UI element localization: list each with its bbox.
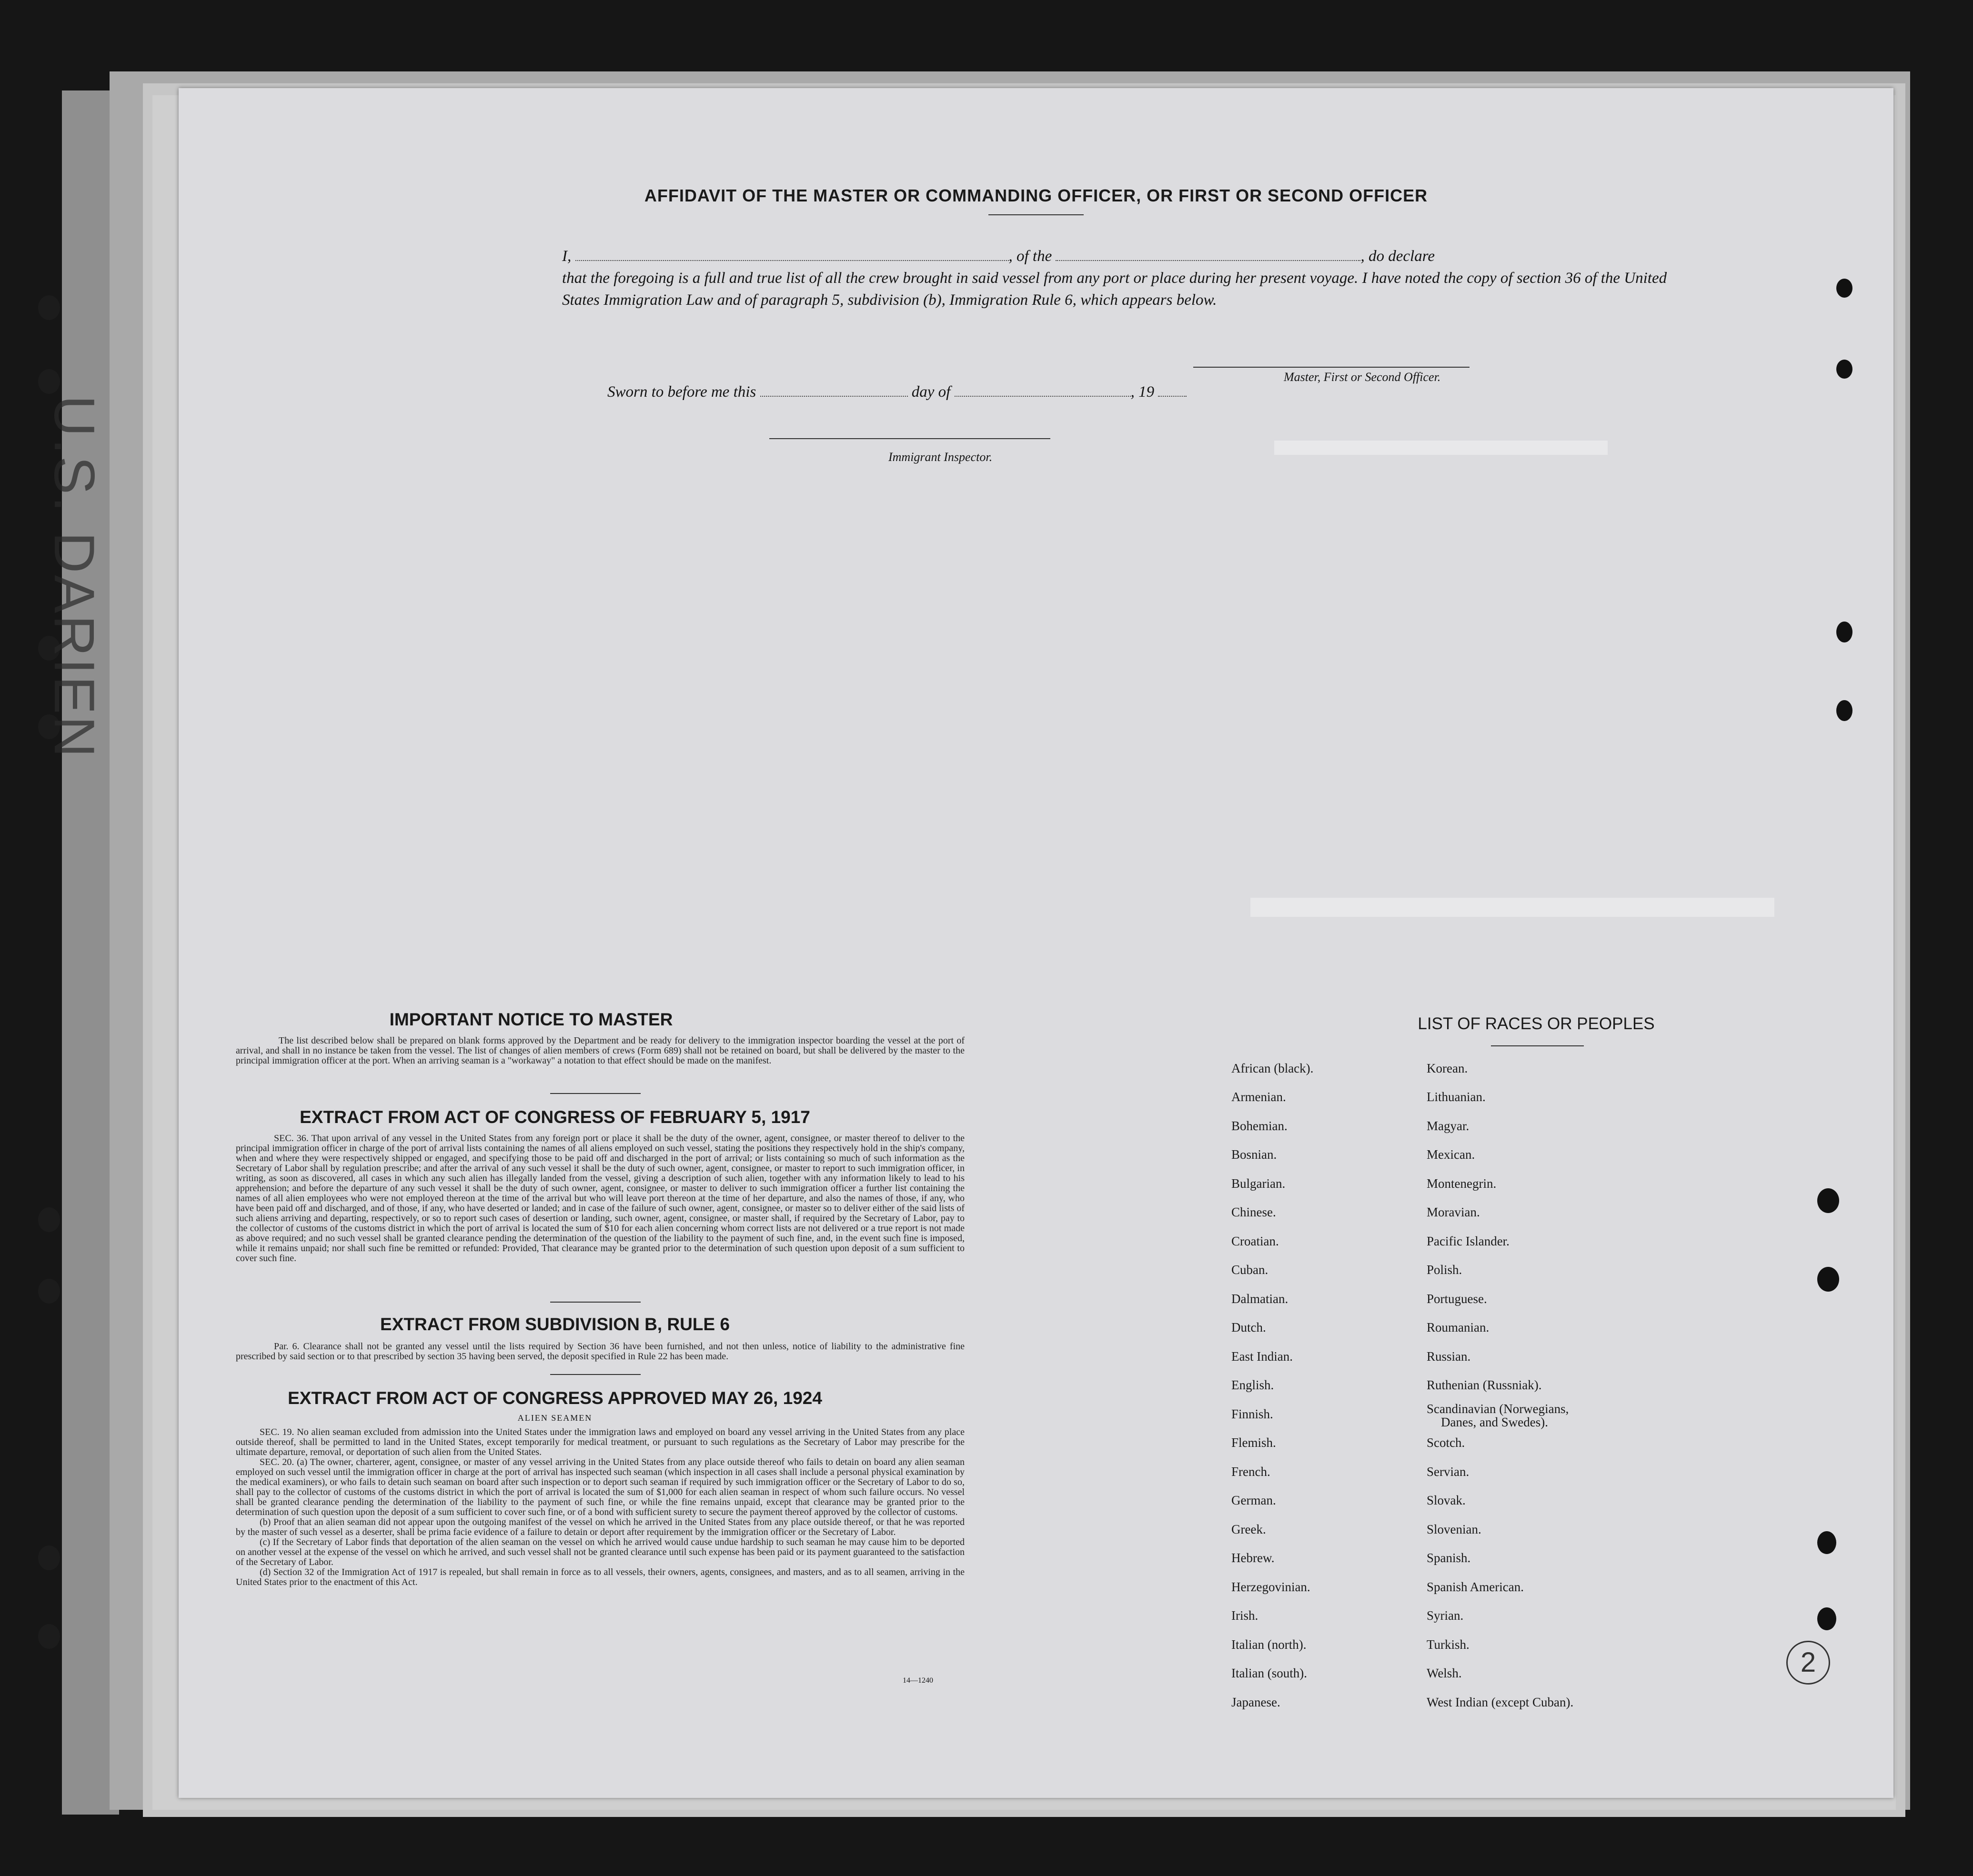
important-notice-text: The list described below shall be prepared on blank forms approved by the Department and be ready for delivery to the immigration inspector boarding the vessel at the port of arrival, and shall in no instance be taken from the vessel. The list of changes of alien members of crews (Form 689) shall not be retained on board, but shall be delivered by the master to the principal immigration officer at the port. When an arriving seaman is a "workaway" a notation to that effect should be made on the manifest. xyxy=(236,1035,965,1066)
punch-hole xyxy=(38,1624,60,1649)
section-rule xyxy=(550,1374,641,1375)
race-item: Croatian. xyxy=(1231,1234,1279,1248)
declaration-body: that the foregoing is a full and true list of all the crew brought in said vessel from any port or place during her present voyage. I have noted the copy of section 36 of the United States Immigration Law and of paragraph 5, subdivision (b), Immigration Rule 6, which appears below. xyxy=(562,270,1667,309)
punch-hole xyxy=(38,1279,60,1304)
race-item: Montenegrin. xyxy=(1427,1176,1497,1191)
race-item: Irish. xyxy=(1231,1608,1258,1623)
race-item: Flemish. xyxy=(1231,1435,1276,1450)
race-item: Ruthenian (Russniak). xyxy=(1427,1378,1542,1392)
race-item: Dalmatian. xyxy=(1231,1292,1288,1306)
section-rule xyxy=(550,1302,641,1303)
extract-1924-text xyxy=(236,1427,965,1587)
punch-hole xyxy=(38,369,60,394)
race-item: Dutch. xyxy=(1231,1320,1266,1334)
sworn-year-blank[interactable] xyxy=(1158,383,1187,397)
sworn-line xyxy=(607,383,1187,401)
extract-1924-paragraph: (d) Section 32 of the Immigration Act of 1917 is repealed, but shall remain in force as to all vessels, their owners, agents, consignees, and masters, and as to all seamen, arriving in the United States prior to the enactment of this Act. xyxy=(236,1567,965,1587)
race-item: German. xyxy=(1231,1493,1276,1507)
master-signature-label: Master, First or Second Officer. xyxy=(1284,370,1441,384)
declaration-of-the: , of the xyxy=(1008,248,1052,265)
race-item: Finnish. xyxy=(1231,1407,1273,1421)
race-item: Portuguese. xyxy=(1427,1292,1487,1306)
extract-1924-title: EXTRACT FROM ACT OF CONGRESS APPROVED MAY 26, 1924 xyxy=(288,1388,822,1408)
punch-hole xyxy=(1836,700,1852,721)
race-item: Herzegovinian. xyxy=(1231,1580,1310,1594)
race-item: Welsh. xyxy=(1427,1666,1462,1680)
race-item: Japanese. xyxy=(1231,1695,1280,1709)
race-item: Polish. xyxy=(1427,1263,1462,1277)
race-item: French. xyxy=(1231,1465,1270,1479)
declaration-do-declare: , do declare xyxy=(1360,248,1435,265)
form-number: 14—1240 xyxy=(903,1676,933,1685)
side-stamp: U.S. DARIEN xyxy=(42,395,106,760)
punch-hole xyxy=(1836,279,1852,298)
sworn-day-of: day of xyxy=(911,383,951,401)
race-item: Slovenian. xyxy=(1427,1522,1481,1536)
punch-hole xyxy=(1817,1267,1839,1292)
punch-hole xyxy=(38,295,60,320)
sworn-day-blank[interactable] xyxy=(760,383,908,397)
declaration-line-1 xyxy=(562,245,1691,267)
extract-1924-paragraph: (c) If the Secretary of Labor finds that deportation of the alien seaman on the vessel on which he arrived would cause undue hardship to such seaman he may cause him to be deported on another vessel at the expense of the vessel on which he arrived, and such vessel shall not be granted clearance until such expense has been paid or its payment guaranteed to the satisfaction of the Secretary of Labor. xyxy=(236,1537,965,1567)
race-item: Bohemian. xyxy=(1231,1119,1288,1133)
extract-1917-text: SEC. 36. That upon arrival of any vessel in the United States from any foreign port or place it shall be the duty of the owner, agent, consignee, or master thereof to deliver to the principal immigration officer in charge of the port of arrival lists containing the names of all aliens employed on such vessel, stating the positions they respectively hold in the ship's company, when and where they were respectively shipped or engaged, and specifying those to be paid off and discharged in the port of arrival; or lists containing so much of such information as the Secretary of Labor shall by regulation prescribe; and after the arrival of any such vessel it shall be the duty of such owner, agent, consignee, or master to report to such immigration officer, in writing, as soon as discovered, all cases in which any such alien has illegally landed from the vessel, giving a description of such alien, together with any information likely to lead to his apprehension; and before the departure of any such vessel it shall be the duty of such owner, agent, consignee, or master to deliver to such immigration officer a further list containing the names of all alien employees who were not employed thereon at the time of the arrival but who will leave port thereon at the time of her departure, and also the names of those, if any, who have been paid off and discharged, and of those, if any, who have deserted or landed; and in case of the failure of such owner, agent, consignee, or master so to deliver either of the said lists of such aliens arriving and departing, respectively, or so to report such cases of desertion or landing, such owner, agent, consignee, or master shall, if required by the Secretary of Labor, pay to the collector of customs of the customs district in which the port of arrival is located the sum of $10 for each alien concerning whom correct lists are not delivered or a true report is not made as above required; and no such vessel shall be granted clearance pending the determination of the question of the liability to the payment of such fine, and, in the event such fine is imposed, while it remains unpaid; nor shall such fine be remitted or refunded: Provided, That clearance may be granted prior to the determination of such question upon deposit of a sum sufficient to cover such fine. xyxy=(236,1133,965,1264)
race-item: Turkish. xyxy=(1427,1637,1470,1652)
faded-text xyxy=(1274,441,1608,455)
race-item: Servian. xyxy=(1427,1465,1470,1479)
alien-seamen-subtitle: ALIEN SEAMEN xyxy=(517,1413,593,1423)
punch-hole xyxy=(1836,360,1852,379)
race-item: East Indian. xyxy=(1231,1349,1293,1364)
race-item: Armenian. xyxy=(1231,1090,1286,1104)
sworn-year-prefix: , 19 xyxy=(1130,383,1155,401)
race-item: Lithuanian. xyxy=(1427,1090,1486,1104)
important-notice-title: IMPORTANT NOTICE TO MASTER xyxy=(389,1010,673,1029)
race-item: Scandinavian (Norwegians, xyxy=(1427,1402,1569,1416)
race-item: Danes, and Swedes). xyxy=(1441,1415,1548,1429)
race-item: Spanish. xyxy=(1427,1551,1471,1565)
race-item: Pacific Islander. xyxy=(1427,1234,1510,1248)
punch-hole xyxy=(1817,1607,1836,1630)
inspector-signature-line[interactable] xyxy=(769,438,1050,439)
race-item: Chinese. xyxy=(1231,1205,1276,1219)
race-item: Spanish American. xyxy=(1427,1580,1524,1594)
document-page xyxy=(179,88,1893,1798)
punch-hole xyxy=(1836,622,1852,642)
race-item: West Indian (except Cuban). xyxy=(1427,1695,1574,1709)
race-item: Syrian. xyxy=(1427,1608,1464,1623)
race-item: Slovak. xyxy=(1427,1493,1466,1507)
extract-1924-paragraph: SEC. 20. (a) The owner, charterer, agent, consignee, or master of any vessel arriving in the United States from any place outside thereof who fails to detain on board any alien seaman employed on such vessel until the immigration officer in charge at the port of arrival has inspected such seaman (which inspection in all cases shall include a personal physical examination by the medical examiners), or who fails to detain such seaman on board after such inspection or to deport such seaman if required by such immigration officer or the Secretary of Labor to do so, shall pay to the collector of customs of the customs district in which the port of arrival is located the sum of $1,000 for each alien seaman in respect of whom such failure occurs. No vessel shall be granted clearance pending the determination of the liability to the payment of such fine, or while the fine remains unpaid, except that clearance may be granted prior to the determination of such question upon the deposit of a sum sufficient to cover such fine, or of a bond with sufficient surety to secure the payment thereof approved by the collector of customs. xyxy=(236,1457,965,1517)
race-item: English. xyxy=(1231,1378,1274,1392)
race-item: Italian (south). xyxy=(1231,1666,1307,1680)
extract-1924-paragraph: SEC. 19. No alien seaman excluded from admission into the United States under the immigration laws and employed on board any vessel arriving in the United States from any place outside thereof, shall be permitted to land in the United States, except temporarily for medical treatment, or pursuant to such regulations as the Secretary of Labor may prescribe for the ultimate departure, removal, or deportation of such alien from the United States. xyxy=(236,1427,965,1457)
race-item: Bulgarian. xyxy=(1231,1176,1286,1191)
races-title: LIST OF RACES OR PEOPLES xyxy=(1418,1014,1655,1033)
title-rule xyxy=(988,214,1084,215)
race-item: Russian. xyxy=(1427,1349,1471,1364)
affidavit-title: AFFIDAVIT OF THE MASTER OR COMMANDING OFFICER, OR FIRST OR SECOND OFFICER xyxy=(644,186,1428,205)
name-blank[interactable] xyxy=(575,248,1009,261)
race-item: Moravian. xyxy=(1427,1205,1480,1219)
extract-rule6-title: EXTRACT FROM SUBDIVISION B, RULE 6 xyxy=(380,1314,730,1334)
faded-text xyxy=(1250,898,1774,917)
extract-rule6-text: Par. 6. Clearance shall not be granted any vessel until the lists required by Section 36 have been furnished, and not then unless, notice of liability to the administrative fine prescribed by said section or to that prescribed by section 35 having been served, the deposit specified in Rule 22 has been made. xyxy=(236,1341,965,1362)
race-item: Bosnian. xyxy=(1231,1147,1277,1162)
race-item: African (black). xyxy=(1231,1061,1314,1075)
punch-hole xyxy=(1817,1531,1836,1554)
extract-1924-paragraph: (b) Proof that an alien seaman did not appear upon the outgoing manifest of the vessel on which he arrived in the United States from any place outside thereof, or that he was reported by the master of such vessel as a deserter, shall be prima facie evidence of a failure to detain or deport after requirement by the immigration officer or the Secretary of Labor. xyxy=(236,1517,965,1537)
declaration-i: I, xyxy=(562,248,572,265)
race-item: Mexican. xyxy=(1427,1147,1475,1162)
sworn-text: Sworn to before me this xyxy=(607,383,756,401)
sworn-month-blank[interactable] xyxy=(955,383,1131,397)
declaration-text xyxy=(562,245,1691,311)
punch-hole xyxy=(38,1545,60,1570)
race-item: Korean. xyxy=(1427,1061,1468,1075)
extract-1917-title: EXTRACT FROM ACT OF CONGRESS OF FEBRUARY 5, 1917 xyxy=(300,1107,810,1127)
punch-hole xyxy=(1817,1188,1839,1213)
race-item: Magyar. xyxy=(1427,1119,1470,1133)
handwritten-page-number: 2 xyxy=(1786,1641,1830,1685)
inspector-label: Immigrant Inspector. xyxy=(888,450,993,464)
race-item: Italian (north). xyxy=(1231,1637,1307,1652)
signature-line[interactable] xyxy=(1193,367,1470,368)
section-rule xyxy=(550,1093,641,1094)
race-item: Roumanian. xyxy=(1427,1320,1490,1334)
title-rule xyxy=(1491,1045,1584,1046)
race-item: Hebrew. xyxy=(1231,1551,1275,1565)
race-item: Cuban. xyxy=(1231,1263,1268,1277)
race-item: Scotch. xyxy=(1427,1435,1465,1450)
vessel-blank[interactable] xyxy=(1056,248,1360,261)
race-item: Greek. xyxy=(1231,1522,1266,1536)
punch-hole xyxy=(38,1207,60,1232)
